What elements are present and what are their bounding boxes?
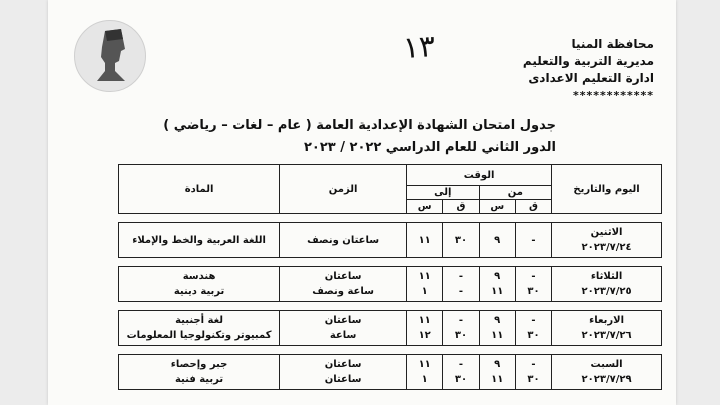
subject: لغة أجنبية (175, 315, 223, 326)
header-line-directorate: مديرية التربية والتعليم (522, 54, 654, 68)
from-min: ٣٠ (527, 374, 540, 385)
table-gap (119, 346, 662, 355)
from-hour: ١١ (491, 374, 504, 385)
day-date-cell (552, 223, 662, 258)
subject: هندسة (182, 271, 216, 282)
to-min: ٣٠ (454, 374, 468, 385)
duration-cell (280, 267, 407, 302)
header-from-hour: س (479, 200, 515, 214)
header-duration: الزمن (280, 165, 407, 214)
document-sheet (48, 0, 676, 405)
day-date-cell (552, 355, 662, 390)
from-min: - (531, 271, 536, 282)
duration: ساعتان (324, 359, 362, 370)
to-hour-cell (407, 311, 443, 346)
table-gap (119, 258, 662, 267)
from-min: - (531, 359, 536, 370)
exam-date: ٢٠٢٣/٧/٢٥ (581, 286, 632, 297)
day-name: الاربعاء (589, 315, 625, 326)
from-min: ٣٠ (527, 330, 540, 341)
to-hour-cell (407, 355, 443, 390)
page-number: ١٣ (401, 28, 437, 67)
to-min: - (458, 359, 464, 370)
subject-cell (119, 355, 280, 390)
from-min: ٣٠ (527, 286, 540, 297)
to-hour: ١ (421, 374, 428, 385)
header-to-hour: س (407, 200, 443, 214)
header-subject: المادة (119, 165, 280, 214)
from-hour: ٩ (494, 234, 501, 246)
from-hour: ١١ (491, 286, 504, 297)
day-name: السبت (590, 359, 623, 370)
from-hour: ٩ (494, 315, 501, 326)
subject-cell (119, 223, 280, 258)
to-hour-cell (407, 267, 443, 302)
duration: ساعتان ونصف (307, 234, 380, 246)
header-day-date: اليوم والتاريخ (552, 165, 662, 214)
day-date-cell (552, 267, 662, 302)
from-hour-cell (479, 311, 515, 346)
exam-schedule-table (118, 164, 662, 390)
duration-cell (280, 355, 407, 390)
to-min: ٣٠ (454, 234, 468, 246)
from-min-cell (515, 355, 551, 390)
header-to-min: ق (443, 200, 479, 214)
from-min-cell (515, 267, 551, 302)
from-hour: ١١ (491, 330, 504, 341)
duration: ساعتان (324, 271, 362, 282)
subject-cell (119, 267, 280, 302)
to-hour: ١١ (418, 234, 431, 246)
from-hour-cell (479, 223, 515, 258)
to-min: - (458, 271, 464, 282)
from-hour-cell (479, 355, 515, 390)
from-min: - (531, 234, 536, 246)
to-min-cell (443, 311, 479, 346)
duration: ساعة ونصف (312, 286, 374, 297)
to-hour: ١١ (418, 315, 431, 326)
nefertiti-logo-icon (74, 20, 146, 92)
day-name: الاثنين (590, 227, 623, 238)
from-hour: ٩ (494, 359, 501, 370)
from-min-cell (515, 223, 551, 258)
exam-date: ٢٠٢٣/٧/٢٩ (581, 374, 632, 385)
header-stars: ************ (572, 89, 654, 102)
to-min-cell (443, 223, 479, 258)
subject: تربية فنية (174, 374, 224, 385)
header-line-governorate: محافظة المنيا (571, 37, 654, 51)
header-from-min: ق (515, 200, 551, 214)
to-hour-cell (407, 223, 443, 258)
header-line-administration: ادارة التعليم الاعدادى (528, 71, 654, 85)
to-min: ٣٠ (454, 330, 468, 341)
day-name: الثلاثاء (590, 271, 623, 282)
to-min-cell (443, 267, 479, 302)
day-date-cell (552, 311, 662, 346)
header-to: إلى (407, 186, 480, 200)
table-gap (119, 302, 662, 311)
subject: اللغة العربية والخط والإملاء (132, 234, 266, 246)
duration-cell (280, 223, 407, 258)
from-min: - (531, 315, 536, 326)
table-row (119, 223, 662, 258)
exam-date: ٢٠٢٣/٧/٢٤ (581, 242, 632, 253)
duration: ساعة (329, 330, 357, 341)
to-hour: ١ (421, 286, 428, 297)
to-min-cell (443, 355, 479, 390)
schedule-subtitle: الدور الثاني للعام الدراسي ٢٠٢٢ / ٢٠٢٣ (303, 140, 556, 155)
duration-cell (280, 311, 407, 346)
from-min-cell (515, 311, 551, 346)
to-hour: ١١ (418, 271, 431, 282)
table-row (119, 311, 662, 346)
to-hour: ١٢ (418, 330, 431, 341)
table-row (119, 267, 662, 302)
to-min: - (458, 315, 464, 326)
from-hour-cell (479, 267, 515, 302)
duration: ساعتان (324, 315, 362, 326)
from-hour: ٩ (494, 271, 501, 282)
duration: ساعتان (324, 374, 362, 385)
to-hour: ١١ (418, 359, 431, 370)
exam-date: ٢٠٢٣/٧/٢٦ (581, 330, 632, 341)
table-gap (119, 214, 662, 223)
to-min: - (458, 286, 464, 297)
subject-cell (119, 311, 280, 346)
ministry-header (454, 36, 654, 104)
header-time: الوقت (407, 165, 552, 186)
schedule-title: جدول امتحان الشهادة الإعدادية العامة ( عام – لغات – رياضي ) (163, 118, 556, 133)
header-from: من (479, 186, 552, 200)
subject: كمبيوتر وتكنولوجيا المعلومات (126, 330, 272, 341)
table-row (119, 355, 662, 390)
subject: جبر وإحصاء (170, 359, 228, 370)
subject: تربية دينية (173, 286, 225, 297)
